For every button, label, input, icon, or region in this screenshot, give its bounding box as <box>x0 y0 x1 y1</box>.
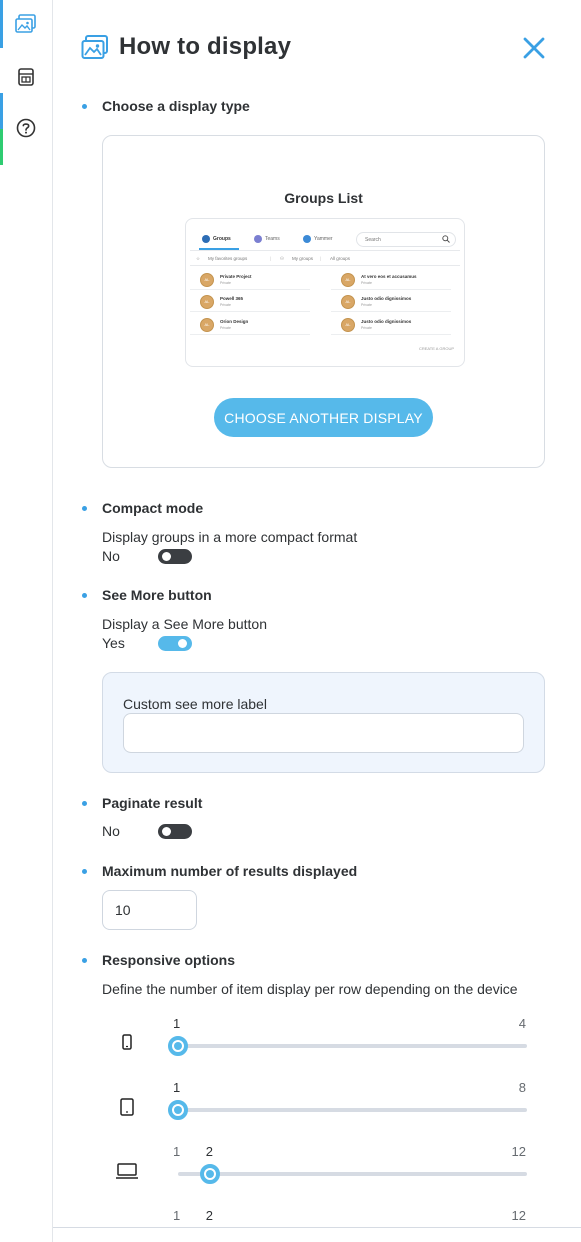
left-rail <box>0 0 53 1242</box>
responsive-slider-mobile <box>106 1016 526 1072</box>
toggle-knob <box>162 552 171 561</box>
slider-track[interactable] <box>178 1108 527 1112</box>
responsive-slider-tablet <box>106 1080 526 1136</box>
toggle-value-label: No <box>102 823 120 839</box>
custom-label-card <box>102 672 545 773</box>
section-description: Display a See More button <box>102 616 267 632</box>
bottom-cover <box>53 1228 581 1242</box>
display-preview <box>185 218 465 367</box>
avatar: AL <box>341 273 355 287</box>
slider-min-label: 1 <box>173 1080 181 1095</box>
paginate-row <box>81 823 541 839</box>
toggle-knob <box>162 827 171 836</box>
preview-tab: Yammer <box>303 235 333 243</box>
responsive-slider-laptop <box>106 1144 526 1200</box>
slider-thumb[interactable] <box>168 1036 188 1056</box>
image-icon <box>81 34 109 60</box>
compact-mode-row <box>81 548 541 564</box>
teams-icon <box>254 235 262 243</box>
section-title: Paginate result <box>81 795 541 811</box>
help-icon <box>16 118 36 138</box>
preview-tab: Teams <box>254 235 280 243</box>
preview-tabs <box>190 229 460 251</box>
slider-thumb[interactable] <box>200 1164 220 1184</box>
slider-min-label: 1 <box>173 1016 181 1031</box>
close-icon[interactable] <box>521 35 547 61</box>
max-results-input[interactable] <box>102 890 197 930</box>
custom-label-input[interactable] <box>123 713 524 753</box>
section-description: Display groups in a more compact format <box>102 529 358 545</box>
preview-item: AL Justo odio dignissimos Private <box>331 315 451 335</box>
table-icon <box>18 68 34 86</box>
slider-thumb[interactable] <box>168 1100 188 1120</box>
display-label: Groups List <box>284 190 363 206</box>
display-type-card <box>102 135 545 468</box>
divider: | <box>270 256 272 261</box>
preview-item: AL Powell 365 Private <box>190 292 310 312</box>
bottom-divider <box>53 1227 581 1228</box>
preview-item: AL Orion Design Private <box>190 315 310 335</box>
paginate-toggle[interactable] <box>158 824 192 839</box>
section-title: Responsive options <box>81 952 541 968</box>
section-description: Define the number of item display per row depending on the device <box>102 981 518 997</box>
display-type-section <box>81 98 541 114</box>
search-icon <box>442 235 450 243</box>
preview-search: Search <box>356 232 456 247</box>
section-title: Compact mode <box>81 500 541 516</box>
slider-value-label: 2 <box>205 1208 213 1223</box>
avatar: AL <box>341 295 355 309</box>
slider-value-label: 2 <box>205 1144 213 1159</box>
paginate-section <box>81 795 541 839</box>
compact-mode-section <box>81 500 541 564</box>
avatar: AL <box>200 273 214 287</box>
compact-mode-toggle[interactable] <box>158 549 192 564</box>
yammer-icon <box>303 235 311 243</box>
page-title: How to display <box>119 33 292 60</box>
preview-item: AL Justo odio dignissimos Private <box>331 292 451 312</box>
avatar: AL <box>200 318 214 332</box>
panel-header <box>81 33 291 61</box>
slider-min-label: 1 <box>173 1144 181 1159</box>
section-title: Maximum number of results displayed <box>81 863 541 879</box>
settings-panel <box>53 0 581 1242</box>
user-icon: ⚇ <box>280 256 285 261</box>
slider-track[interactable] <box>178 1044 527 1048</box>
see-more-toggle[interactable] <box>158 636 192 651</box>
section-title: See More button <box>81 587 541 603</box>
rail-item-help[interactable] <box>0 104 52 152</box>
slider-min-label: 1 <box>173 1208 181 1223</box>
max-results-section <box>81 863 541 879</box>
slider-max-label: 12 <box>511 1144 526 1159</box>
preview-create-link: CREATE A GROUP <box>418 346 454 351</box>
toggle-value-label: No <box>102 548 120 564</box>
laptop-icon <box>115 1162 139 1180</box>
section-title: Choose a display type <box>81 98 541 114</box>
avatar: AL <box>200 295 214 309</box>
avatar: AL <box>341 318 355 332</box>
mobile-icon <box>122 1034 132 1050</box>
slider-max-label: 12 <box>511 1208 526 1223</box>
slider-track[interactable] <box>178 1172 527 1176</box>
preview-filters: ☆ My favorites groups | ⚇ My groups | All groups <box>190 254 460 266</box>
toggle-value-label: Yes <box>102 635 125 651</box>
slider-max-label: 8 <box>518 1080 526 1095</box>
preview-item: AL At vero eos et accusamus Private <box>331 270 451 290</box>
choose-display-button[interactable]: CHOOSE ANOTHER DISPLAY <box>214 398 433 437</box>
see-more-row <box>81 635 541 651</box>
divider: | <box>320 256 322 261</box>
responsive-section <box>81 952 541 997</box>
preview-tab: Groups <box>202 235 231 243</box>
tablet-icon <box>120 1098 134 1116</box>
image-icon <box>15 14 37 34</box>
rail-item-display[interactable] <box>0 0 52 48</box>
preview-item: AL Private Project Private <box>190 270 310 290</box>
star-icon: ☆ <box>196 256 201 261</box>
groups-icon <box>202 235 210 243</box>
toggle-knob <box>178 639 187 648</box>
rail-item-table[interactable] <box>0 53 52 101</box>
see-more-section <box>81 587 541 651</box>
custom-label-title: Custom see more label <box>123 696 267 712</box>
active-tab-indicator <box>199 248 239 250</box>
slider-max-label: 4 <box>518 1016 526 1031</box>
